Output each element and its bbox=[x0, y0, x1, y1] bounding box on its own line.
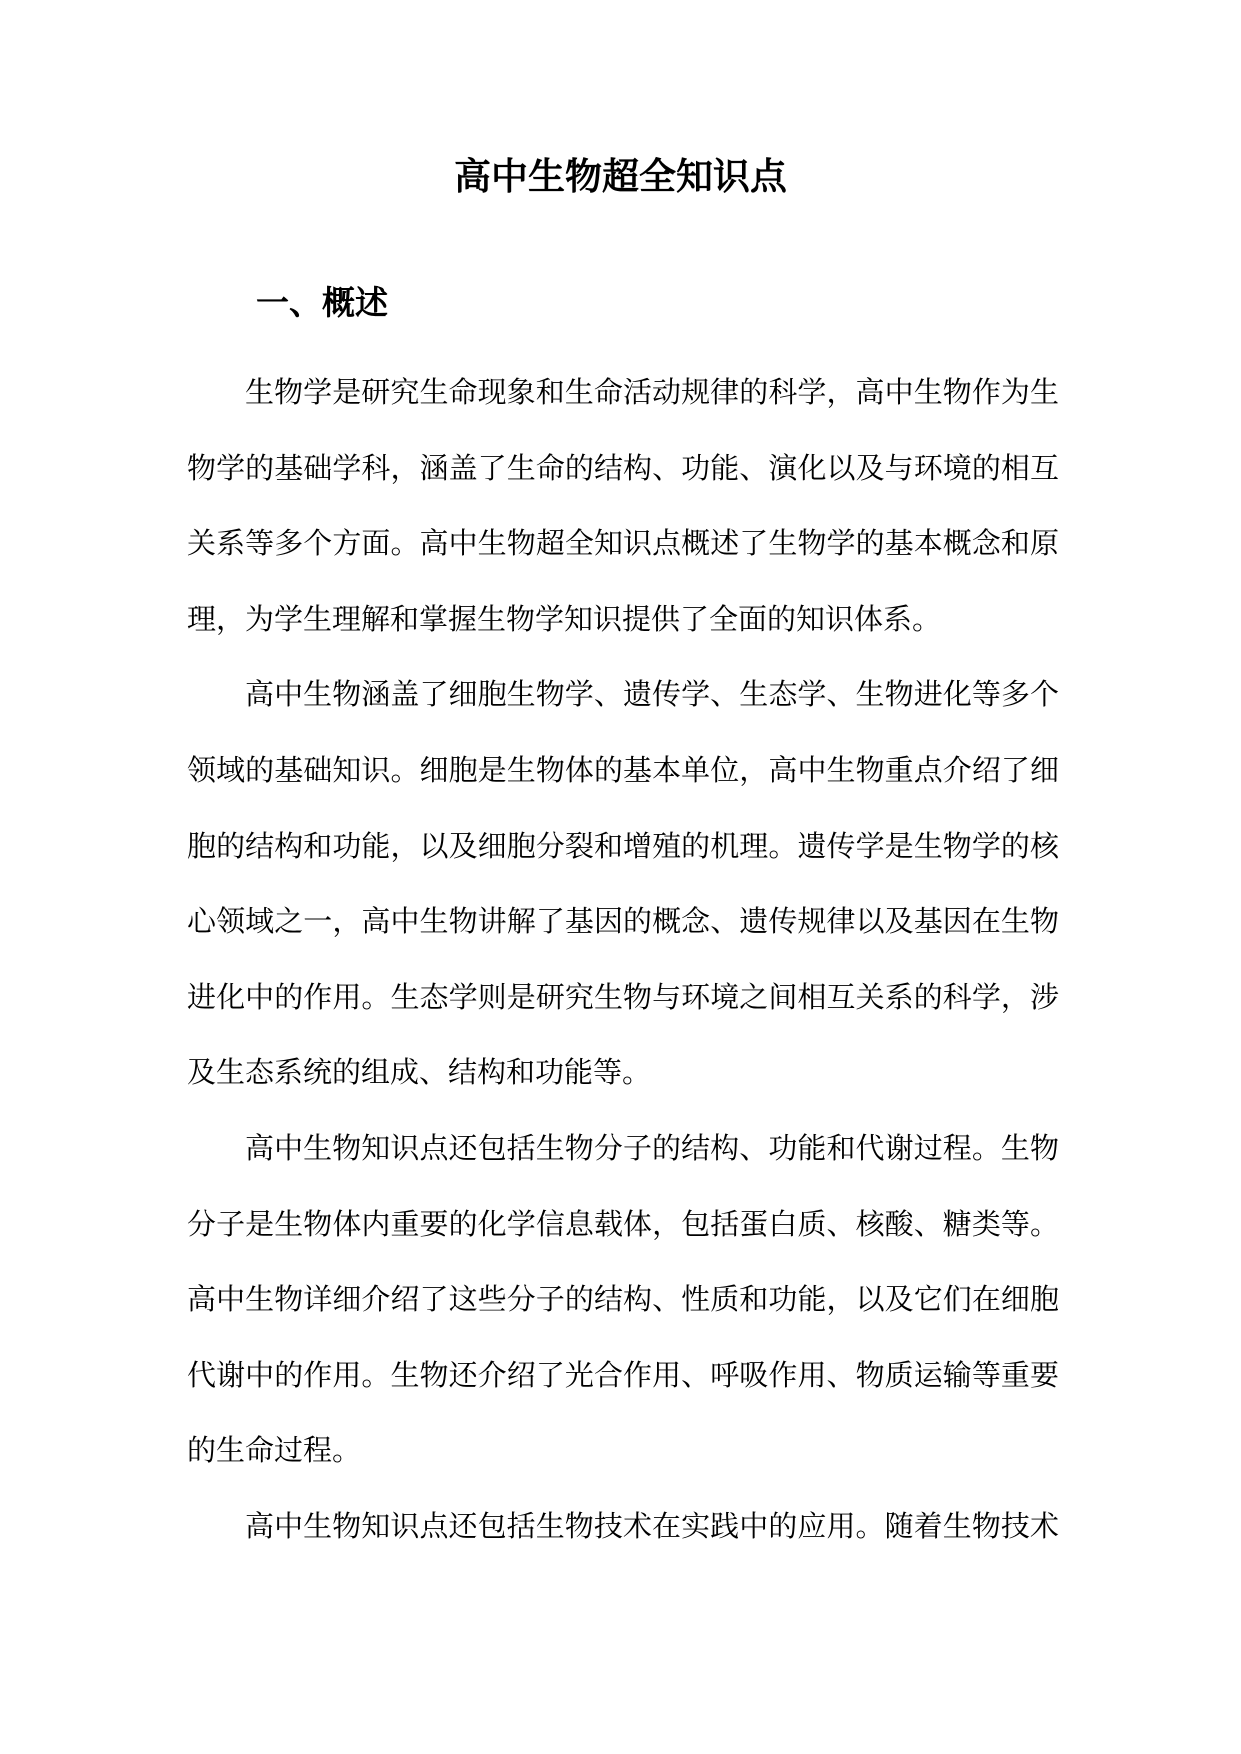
paragraph-line: 高中生物详细介绍了这些分子的结构、性质和功能，以及它们在细胞 bbox=[187, 1282, 1059, 1317]
paragraph-line: 物学的基础学科，涵盖了生命的结构、功能、演化以及与环境的相互 bbox=[187, 450, 1059, 485]
paragraph-line: 理，为学生理解和掌握生物学知识提供了全面的知识体系。 bbox=[187, 601, 942, 636]
paragraph bbox=[187, 657, 1059, 1111]
paragraph-line: 分子是生物体内重要的化学信息载体，包括蛋白质、核酸、糖类等。 bbox=[187, 1206, 1059, 1241]
paragraph-line: 高中生物知识点还包括生物分子的结构、功能和代谢过程。生物 bbox=[245, 1130, 1059, 1165]
section-body bbox=[187, 355, 1059, 1565]
paragraph-line: 领域的基础知识。细胞是生物体的基本单位，高中生物重点介绍了细 bbox=[187, 752, 1059, 787]
paragraph-line: 胞的结构和功能，以及细胞分裂和增殖的机理。遗传学是生物学的核 bbox=[187, 828, 1059, 863]
paragraph-line: 心领域之一，高中生物讲解了基因的概念、遗传规律以及基因在生物 bbox=[187, 904, 1059, 939]
paragraph-line: 及生态系统的组成、结构和功能等。 bbox=[187, 1055, 652, 1090]
paragraph-line: 关系等多个方面。高中生物超全知识点概述了生物学的基本概念和原 bbox=[187, 526, 1059, 561]
paragraph-line: 代谢中的作用。生物还介绍了光合作用、呼吸作用、物质运输等重要 bbox=[187, 1357, 1059, 1392]
paragraph bbox=[187, 1489, 1059, 1565]
paragraph bbox=[187, 1111, 1059, 1489]
paragraph-line: 进化中的作用。生态学则是研究生物与环境之间相互关系的科学，涉 bbox=[187, 979, 1059, 1014]
document-title: 高中生物超全知识点 bbox=[454, 154, 787, 198]
section-heading: 一、概述 bbox=[256, 283, 388, 322]
paragraph-line: 高中生物涵盖了细胞生物学、遗传学、生态学、生物进化等多个 bbox=[245, 677, 1059, 712]
paragraph-line: 的生命过程。 bbox=[187, 1433, 362, 1468]
paragraph-line: 高中生物知识点还包括生物技术在实践中的应用。随着生物技术 bbox=[245, 1508, 1059, 1543]
paragraph bbox=[187, 355, 1059, 657]
paragraph-line: 生物学是研究生命现象和生命活动规律的科学，高中生物作为生 bbox=[245, 375, 1059, 409]
